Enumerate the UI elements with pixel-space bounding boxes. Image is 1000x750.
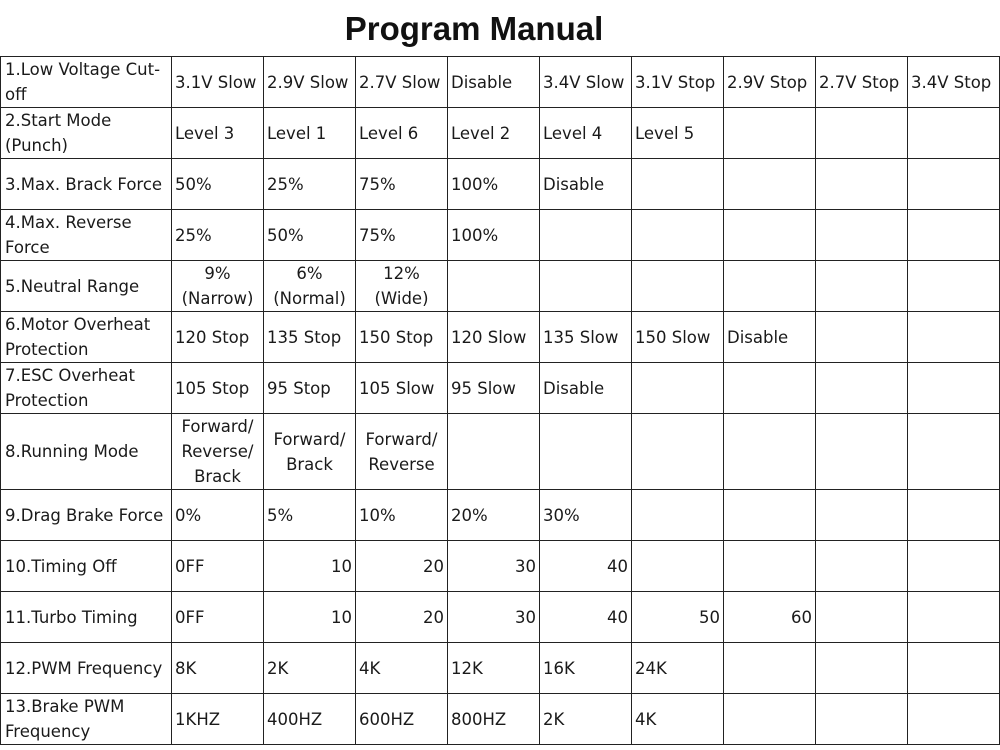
option-cell: 40 (540, 592, 632, 643)
table-row (1, 694, 1000, 745)
option-cell (632, 414, 724, 490)
option-cell (724, 159, 816, 210)
option-cell: 4K (356, 643, 448, 694)
setting-label: 2.Start Mode (Punch) (1, 108, 172, 159)
option-cell (908, 541, 1000, 592)
option-cell: 800HZ (448, 694, 540, 745)
option-cell (632, 541, 724, 592)
setting-label: 4.Max. Reverse Force (1, 210, 172, 261)
option-cell (632, 261, 724, 312)
option-cell (724, 414, 816, 490)
option-cell: 10 (264, 592, 356, 643)
table-row (1, 261, 1000, 312)
option-cell (540, 414, 632, 490)
option-cell (908, 490, 1000, 541)
setting-label: 8.Running Mode (1, 414, 172, 490)
option-cell: 3.1V Stop (632, 57, 724, 108)
option-cell: 600HZ (356, 694, 448, 745)
option-cell: 1KHZ (172, 694, 264, 745)
table-row (1, 490, 1000, 541)
option-cell: 30 (448, 541, 540, 592)
option-cell (632, 490, 724, 541)
table-row (1, 210, 1000, 261)
option-cell (448, 261, 540, 312)
setting-label: 11.Turbo Timing (1, 592, 172, 643)
option-cell: 2.7V Slow (356, 57, 448, 108)
option-cell (908, 159, 1000, 210)
option-cell (816, 312, 908, 363)
option-cell: 25% (172, 210, 264, 261)
option-cell: 2.9V Stop (724, 57, 816, 108)
table-row (1, 57, 1000, 108)
option-cell (816, 694, 908, 745)
option-cell: 3.4V Slow (540, 57, 632, 108)
option-cell: 400HZ (264, 694, 356, 745)
option-cell: 0FF (172, 541, 264, 592)
option-cell: 20 (356, 541, 448, 592)
option-cell: 20% (448, 490, 540, 541)
option-cell: 10 (264, 541, 356, 592)
setting-label: 6.Motor Overheat Protection (1, 312, 172, 363)
option-cell (816, 643, 908, 694)
option-cell (816, 414, 908, 490)
option-cell (632, 363, 724, 414)
table-row (1, 592, 1000, 643)
option-cell: 135 Stop (264, 312, 356, 363)
option-cell: 0FF (172, 592, 264, 643)
option-cell (724, 541, 816, 592)
option-cell: 25% (264, 159, 356, 210)
option-cell (908, 363, 1000, 414)
table-row (1, 108, 1000, 159)
table-row (1, 312, 1000, 363)
option-cell (816, 490, 908, 541)
table-row (1, 541, 1000, 592)
option-cell: Disable (724, 312, 816, 363)
option-cell: 5% (264, 490, 356, 541)
option-cell: 120 Stop (172, 312, 264, 363)
option-cell (724, 643, 816, 694)
setting-label: 5.Neutral Range (1, 261, 172, 312)
option-cell: 50 (632, 592, 724, 643)
option-cell (632, 210, 724, 261)
option-cell (908, 643, 1000, 694)
option-cell: 12% (Wide) (356, 261, 448, 312)
option-cell: 6% (Normal) (264, 261, 356, 312)
option-cell: 105 Stop (172, 363, 264, 414)
option-cell (816, 592, 908, 643)
table-row (1, 363, 1000, 414)
table-row (1, 414, 1000, 490)
option-cell: 3.4V Stop (908, 57, 1000, 108)
option-cell (724, 210, 816, 261)
setting-label: 12.PWM Frequency (1, 643, 172, 694)
option-cell (724, 261, 816, 312)
setting-label: 9.Drag Brake Force (1, 490, 172, 541)
option-cell: 150 Stop (356, 312, 448, 363)
option-cell (816, 108, 908, 159)
option-cell: 30% (540, 490, 632, 541)
option-cell: Level 1 (264, 108, 356, 159)
option-cell: Disable (448, 57, 540, 108)
option-cell: 24K (632, 643, 724, 694)
setting-label: 7.ESC Overheat Protection (1, 363, 172, 414)
option-cell: 2K (264, 643, 356, 694)
option-cell: 12K (448, 643, 540, 694)
setting-label: 1.Low Voltage Cut-off (1, 57, 172, 108)
setting-label: 10.Timing Off (1, 541, 172, 592)
option-cell (908, 312, 1000, 363)
option-cell: 95 Slow (448, 363, 540, 414)
option-cell: 75% (356, 210, 448, 261)
option-cell (540, 210, 632, 261)
option-cell (908, 414, 1000, 490)
page-title: Program Manual (148, 12, 800, 54)
option-cell: 135 Slow (540, 312, 632, 363)
option-cell: Level 6 (356, 108, 448, 159)
option-cell: 4K (632, 694, 724, 745)
option-cell: 40 (540, 541, 632, 592)
option-cell (632, 159, 724, 210)
option-cell: 0% (172, 490, 264, 541)
option-cell: 75% (356, 159, 448, 210)
option-cell: 50% (172, 159, 264, 210)
option-cell: 16K (540, 643, 632, 694)
option-cell (540, 261, 632, 312)
option-cell (724, 490, 816, 541)
option-cell (816, 210, 908, 261)
option-cell (908, 694, 1000, 745)
option-cell: 2.7V Stop (816, 57, 908, 108)
option-cell (908, 261, 1000, 312)
option-cell: Level 2 (448, 108, 540, 159)
option-cell: Disable (540, 363, 632, 414)
option-cell: Level 4 (540, 108, 632, 159)
option-cell: 100% (448, 210, 540, 261)
table-row (1, 643, 1000, 694)
option-cell: Level 3 (172, 108, 264, 159)
option-cell: 9% (Narrow) (172, 261, 264, 312)
option-cell: 3.1V Slow (172, 57, 264, 108)
option-cell: 50% (264, 210, 356, 261)
option-cell (908, 108, 1000, 159)
option-cell (816, 363, 908, 414)
option-cell (724, 363, 816, 414)
option-cell: Level 5 (632, 108, 724, 159)
option-cell (908, 592, 1000, 643)
setting-label: 13.Brake PWM Frequency (1, 694, 172, 745)
option-cell: 60 (724, 592, 816, 643)
option-cell: 150 Slow (632, 312, 724, 363)
option-cell: 95 Stop (264, 363, 356, 414)
table-row (1, 159, 1000, 210)
option-cell: Disable (540, 159, 632, 210)
option-cell (908, 210, 1000, 261)
option-cell (816, 261, 908, 312)
option-cell: 2K (540, 694, 632, 745)
option-cell: 10% (356, 490, 448, 541)
option-cell: Forward/ Brack (264, 414, 356, 490)
option-cell: Forward/ Reverse (356, 414, 448, 490)
option-cell (816, 159, 908, 210)
option-cell (816, 541, 908, 592)
option-cell: 100% (448, 159, 540, 210)
option-cell: 20 (356, 592, 448, 643)
option-cell: 105 Slow (356, 363, 448, 414)
option-cell (724, 694, 816, 745)
option-cell (724, 108, 816, 159)
option-cell: 120 Slow (448, 312, 540, 363)
setting-label: 3.Max. Brack Force (1, 159, 172, 210)
option-cell: 8K (172, 643, 264, 694)
option-cell: 2.9V Slow (264, 57, 356, 108)
option-cell: Forward/ Reverse/ Brack (172, 414, 264, 490)
option-cell (448, 414, 540, 490)
program-manual-table (0, 56, 1000, 745)
option-cell: 30 (448, 592, 540, 643)
